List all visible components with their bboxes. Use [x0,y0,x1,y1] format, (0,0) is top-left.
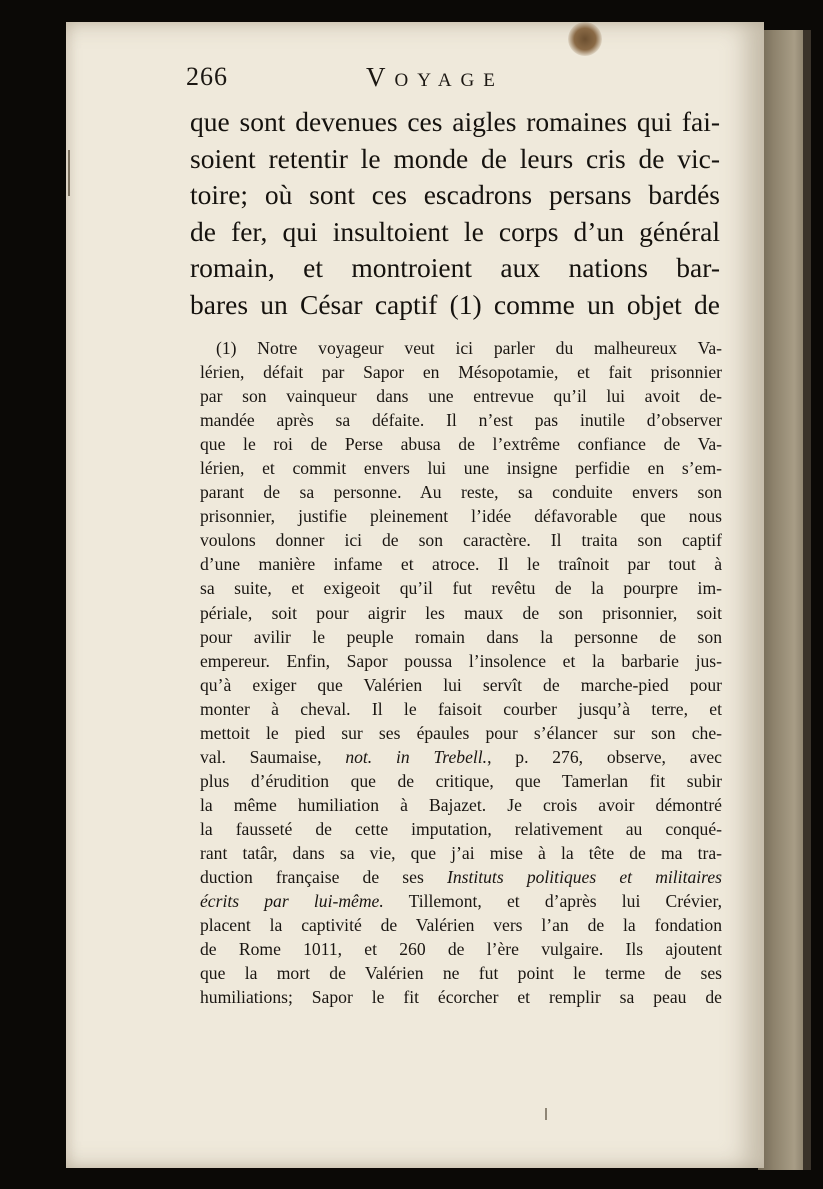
footnote-line: lérien, et commit envers lui une insigne perfidie en s’em- [200,458,722,479]
footnote-line: d’une manière infame et atroce. Il le traînoit par tout à [200,554,722,575]
main-text-line: romain, et montroient aux nations bar- [190,252,720,283]
footnote-line: prisonnier, justifie pleinement l’idée défavorable que nous [200,506,722,527]
footnote-line: rant tatâr, dans sa vie, que j’ai mise à la tête de ma tra- [200,842,722,863]
main-text-line: que sont devenues ces aigles romaines qui fai- [190,106,720,137]
footnote-line: lérien, défait par Sapor en Mésopotamie, et fait prisonnier [200,362,722,383]
footnote-line: monter à cheval. Il le faisoit courber jusqu’à terre, et [200,698,722,719]
footnote-line: que le roi de Perse abusa de l’extrême confiance de Va- [200,434,722,455]
footnote-text: Tillemont, et d’après lui Crévier, [408,891,722,912]
main-text-line: soient retentir le monde de leurs cris de vic- [190,142,720,174]
footnote-citation-italic: not. in Trebell. [345,746,488,767]
footnote-line: que la mort de Valérien ne fut point le terme de ses [200,963,722,984]
paper-stain [568,22,602,56]
footnote-text: , p. 276, observe, avec [487,746,722,767]
footnote-line: plus d’érudition que de critique, que Tamerlan fit subir [200,770,722,791]
book-spine-shadow [803,30,811,1170]
footnote-line: parant de sa personne. Au reste, sa conduite envers son [200,482,722,503]
footnote-block [200,336,722,1009]
page-header [186,62,726,98]
running-title: Voyage [366,62,504,92]
footnote-line: qu’à exiger que Valérien lui servît de marche-pied pour [200,674,722,695]
footnote-line: mandée après sa défaite. Il n’est pas inutile d’observer [200,410,722,431]
page-mark [545,1108,547,1120]
footnote-line: mettoit le pied sur ses épaules pour s’élancer sur son che- [200,722,722,743]
footnote-line: empereur. Enfin, Sapor poussa l’insolence et la barbarie jus- [200,650,722,671]
main-text-line: de fer, qui insultoient le corps d’un général [190,215,720,247]
footnote-line: humiliations; Sapor le fit écorcher et remplir sa peau de [200,987,722,1008]
footnote-book-title-italic: Instituts politiques et militaires [446,867,722,888]
footnote-line: sa suite, et exigeoit qu’il fut revêtu de la pourpre im- [200,578,722,599]
footnote-text: val. Saumaise, [200,746,322,767]
footnote-line: par son vainqueur dans une entrevue qu’il lui avoit de- [200,386,722,407]
footnote-line: placent la captivité de Valérien vers l’an de la fondation [200,915,722,936]
main-text-line: bares un César captif (1) comme un objet de [190,288,720,320]
footnote-book-title-italic: écrits par lui-même. [200,891,384,912]
footnote-line: périale, soit pour aigrir les maux de son prisonnier, soit [200,602,722,623]
main-text-block [190,104,720,323]
footnote-text: duction française de ses [200,867,424,888]
main-text-line: toire; où sont ces escadrons persans bardés [190,179,720,210]
footnote-line: (1) Notre voyageur veut ici parler du malheureux Va- [216,338,722,358]
footnote-line: pour avilir le peuple romain dans la personne de son [200,626,722,647]
footnote-line [200,865,722,889]
footnote-line [200,745,722,769]
footnote-line: la fausseté de cette imputation, relativement au conqué- [200,818,722,839]
footnote-line: voulons donner ici de son caractère. Il traita son captif [200,530,722,551]
footnote-line: la même humiliation à Bajazet. Je crois avoir démontré [200,794,722,815]
footnote-line: de Rome 1011, et 260 de l’ère vulgaire. Ils ajoutent [200,939,722,960]
margin-mark [68,150,74,196]
page-number: 266 [186,62,228,91]
footnote-line [200,889,722,913]
